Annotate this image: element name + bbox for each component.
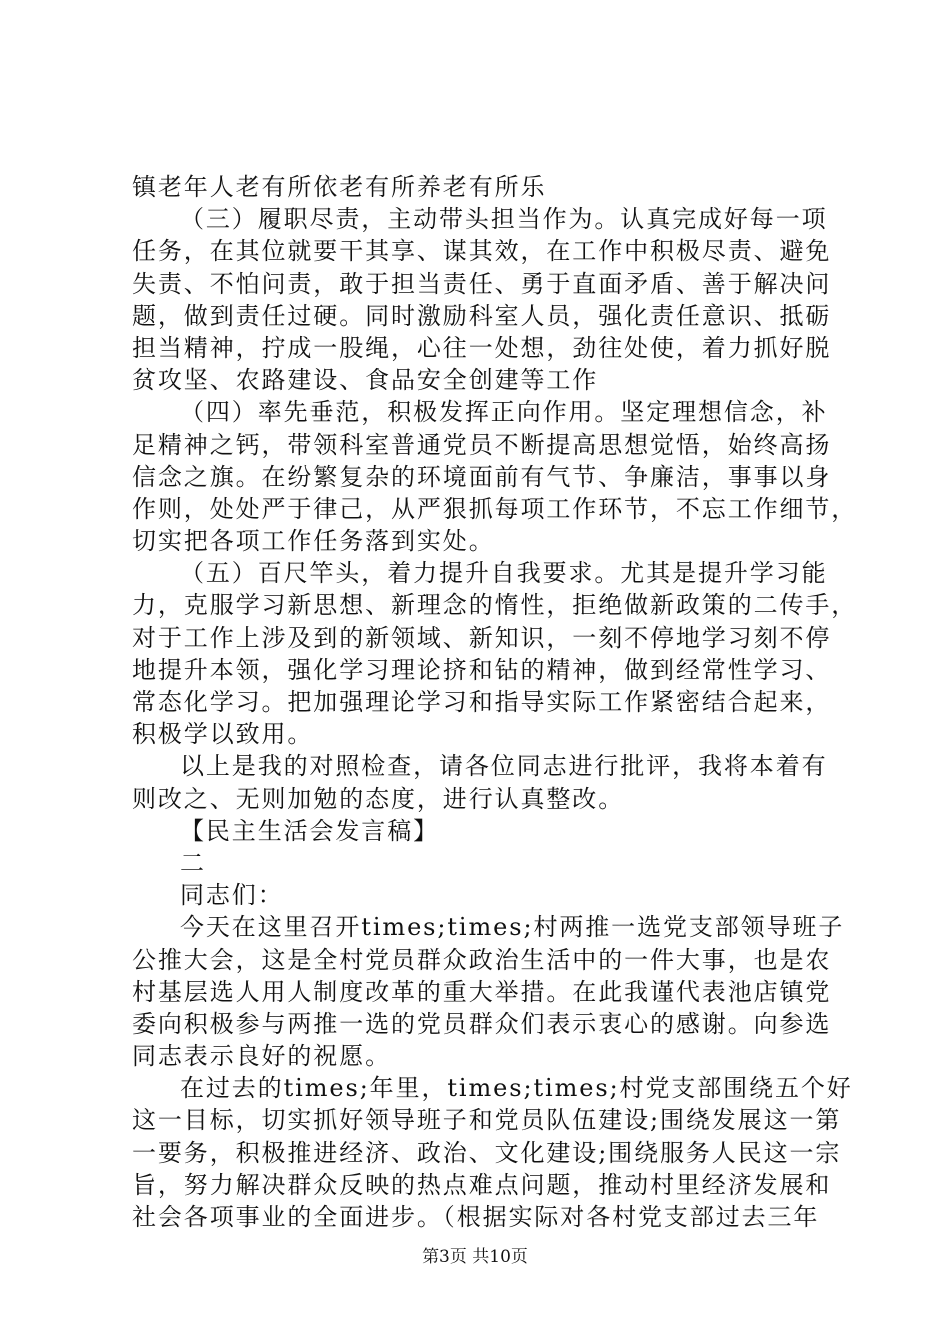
text-line: 旨，努力解决群众反映的热点难点问题，推动村里经济发展和 [132, 1170, 832, 1199]
text-line: 村基层选人用人制度改革的重大举措。在此我谨代表池店镇党 [132, 977, 832, 1006]
text-line: 镇老年人老有所依老有所养老有所乐 [132, 173, 547, 201]
text-line: 对于工作上涉及到的新领域、新知识，一刻不停地学习刻不停 [132, 623, 832, 652]
text-line: （三）履职尽责，主动带头担当作为。认真完成好每一项 [180, 205, 828, 234]
text-line: 今天在这里召开times;times;村两推一选党支部领导班子 [180, 913, 845, 942]
text-line: 贫攻坚、农路建设、食品安全创建等工作 [132, 366, 599, 395]
text-line: 足精神之钙，带领科室普通党员不断提高思想觉悟，始终高扬 [132, 430, 832, 459]
text-line: 作则，处处严于律己，从严狠抓每项工作环节，不忘工作细节， [132, 494, 858, 523]
text-line: 则改之、无则加勉的态度，进行认真整改。 [132, 784, 625, 813]
text-line: 同志们： [180, 881, 284, 910]
text-line: 这一目标，切实抓好领导班子和党员队伍建设;围绕发展这一第 [132, 1106, 842, 1135]
text-line: 一要务，积极推进经济、政治、文化建设;围绕服务人民这一宗 [132, 1138, 842, 1167]
page-footer [0, 1246, 950, 1268]
text-line: 以上是我的对照检查，请各位同志进行批评，我将本着有 [180, 752, 828, 781]
text-line: 同志表示良好的祝愿。 [132, 1042, 391, 1071]
text-line: 积极学以致用。 [132, 720, 314, 749]
text-line: 担当精神，拧成一股绳，心往一处想，劲往处使，着力抓好脱 [132, 333, 832, 362]
text-line: 公推大会，这是全村党员群众政治生活中的一件大事，也是农 [132, 945, 832, 974]
text-line: （五）百尺竿头，着力提升自我要求。尤其是提升学习能 [180, 559, 828, 588]
text-line: 信念之旗。在纷繁复杂的环境面前有气节、争廉洁，事事以身 [132, 462, 832, 491]
text-line: 社会各项事业的全面进步。（根据实际对各村党支部过去三年 [132, 1203, 820, 1231]
text-line: 在过去的times;年里，times;times;村党支部围绕五个好 [180, 1074, 853, 1103]
text-line: 切实把各项工作任务落到实处。 [132, 527, 495, 556]
text-line: 常态化学习。把加强理论学习和指导实际工作紧密结合起来， [132, 688, 832, 716]
document-body [132, 171, 858, 1233]
text-line: 失责、不怕问责，敢于担当责任、勇于直面矛盾、善于解决问 [132, 269, 832, 298]
text-line: 地提升本领，强化学习理论挤和钻的精神，做到经常性学习、 [132, 655, 832, 684]
text-line: 任务，在其位就要干其享、谋其效，在工作中积极尽责、避免 [132, 237, 832, 266]
text-line: （四）率先垂范，积极发挥正向作用。坚定理想信念，补 [180, 398, 828, 427]
text-line: 二 [180, 848, 206, 877]
text-line: 力，克服学习新思想、新理念的惰性，拒绝做新政策的二传手， [132, 591, 858, 620]
text-line: 题，做到责任过硬。同时激励科室人员，强化责任意识、抵砺 [132, 301, 832, 330]
text-line: 委向积极参与两推一选的党员群众们表示衷心的感谢。向参选 [132, 1009, 832, 1038]
page-number-label: 第3页 共10页 [422, 1247, 528, 1267]
text-line: 【民主生活会发言稿】 [180, 816, 439, 845]
